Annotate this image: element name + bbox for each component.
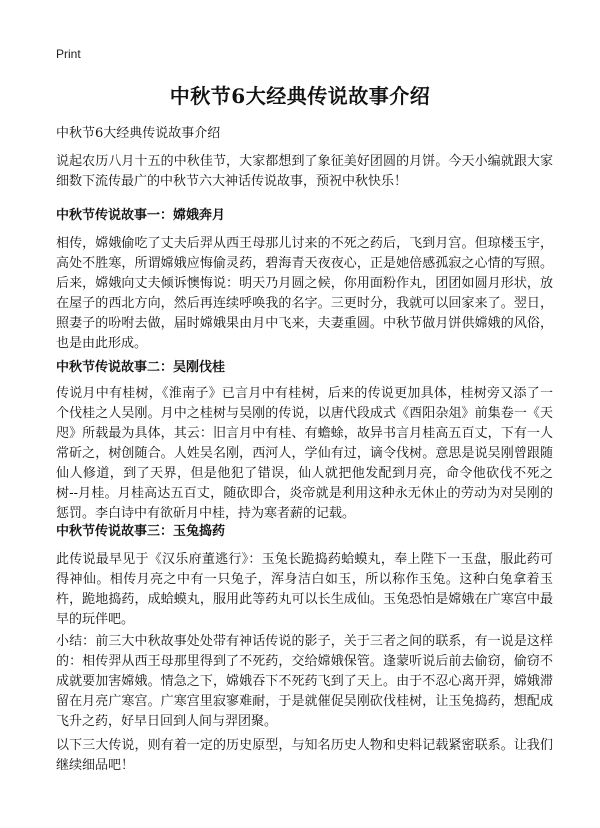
outro-paragraph: 以下三大传说，则有着一定的历史原型，与知名历史人物和史料记载紧密联系。让我们继续细品吧！ [56,738,553,773]
section-3-body: 此传说最早见于《汉乐府董逃行》：玉兔长跪捣药蛤蟆丸，奉上陛下一玉盘，服此药可得神仙。相传月亮之中有一只兔子，浑身洁白如玉，所以称作玉兔。这种白兔拿着玉杵，跪地捣药，成蛤蟆丸，服用此等药丸可以长生成仙。玉兔恐怕是嫦娥在广寒宫中最早的玩伴吧。 [56,552,553,627]
page-title: 中秋节6大经典传说故事介绍 [169,84,431,108]
subtitle: 中秋节6大经典传说故事介绍 [56,126,221,141]
section-3-heading: 中秋节传说故事三：玉兔捣药 [56,524,226,539]
section-2-heading: 中秋节传说故事二：吴刚伐桂 [56,360,226,375]
section-2-body: 传说月中有桂树，《淮南子》已言月中有桂树，后来的传说更加具体，桂树旁又添了一个伐桂之人吴刚。月中之桂树与吴刚的传说，以唐代段成式《酉阳杂俎》前集卷一《天咫》所载最为具体，其云：旧言月中有桂、有蟾蜍，故异书言月桂高五百丈，下有一人常斫之，树创随合。人姓吴名刚，西河人，学仙有过，谪令伐树。意思是说吴刚曾跟随仙人修道，到了天界，但是他犯了错误，仙人就把他发配到月亮，命令他砍伐不死之树--月桂。月桂高达五百丈，随砍即合，炎帝就是利用这种永无休止的劳动为对吴刚的惩罚。李白诗中有欲斫月中桂，持为寒者薪的记载。 [56,386,553,521]
intro-paragraph: 说起农历八月十五的中秋佳节，大家都想到了象征美好团圆的月饼。今天小编就跟大家细数下流传最广的中秋节六大神话传说故事，预祝中秋快乐！ [56,154,553,189]
print-link[interactable]: Print [56,47,81,61]
section-1-body: 相传，嫦娥偷吃了丈夫后羿从西王母那儿讨来的不死之药后，飞到月宫。但琼楼玉宇，高处不胜寒，所谓嫦娥应悔偷灵药，碧海青天夜夜心，正是她倍感孤寂之心情的写照。后来，嫦娥向丈夫倾诉懊悔说：明天乃月圆之候，你用面粉作丸，团团如圆月形状，放在屋子的西北方向，然后再连续呼唤我的名字。三更时分，我就可以回家来了。翌日，照妻子的吩咐去做，届时嫦娥果由月中飞来，夫妻重圆。中秋节做月饼供嫦娥的风俗，也是由此形成。 [56,236,553,351]
summary-paragraph: 小结：前三大中秋故事处处带有神话传说的影子，关于三者之间的联系，有一说是这样的：相传羿从西王母那里得到了不死药，交给嫦娥保管。逢蒙听说后前去偷窃，偷窃不成就要加害嫦娥。情急之下，嫦娥吞下不死药飞到了天上。由于不忍心离开羿，嫦娥滞留在月亮广寒宫。广寒宫里寂寥难耐，于是就催促吴刚砍伐桂树，让玉兔捣药，想配成飞升之药，好早日回到人间与羿团聚。 [56,634,553,729]
section-1-heading: 中秋节传说故事一：嫦娥奔月 [56,208,226,223]
